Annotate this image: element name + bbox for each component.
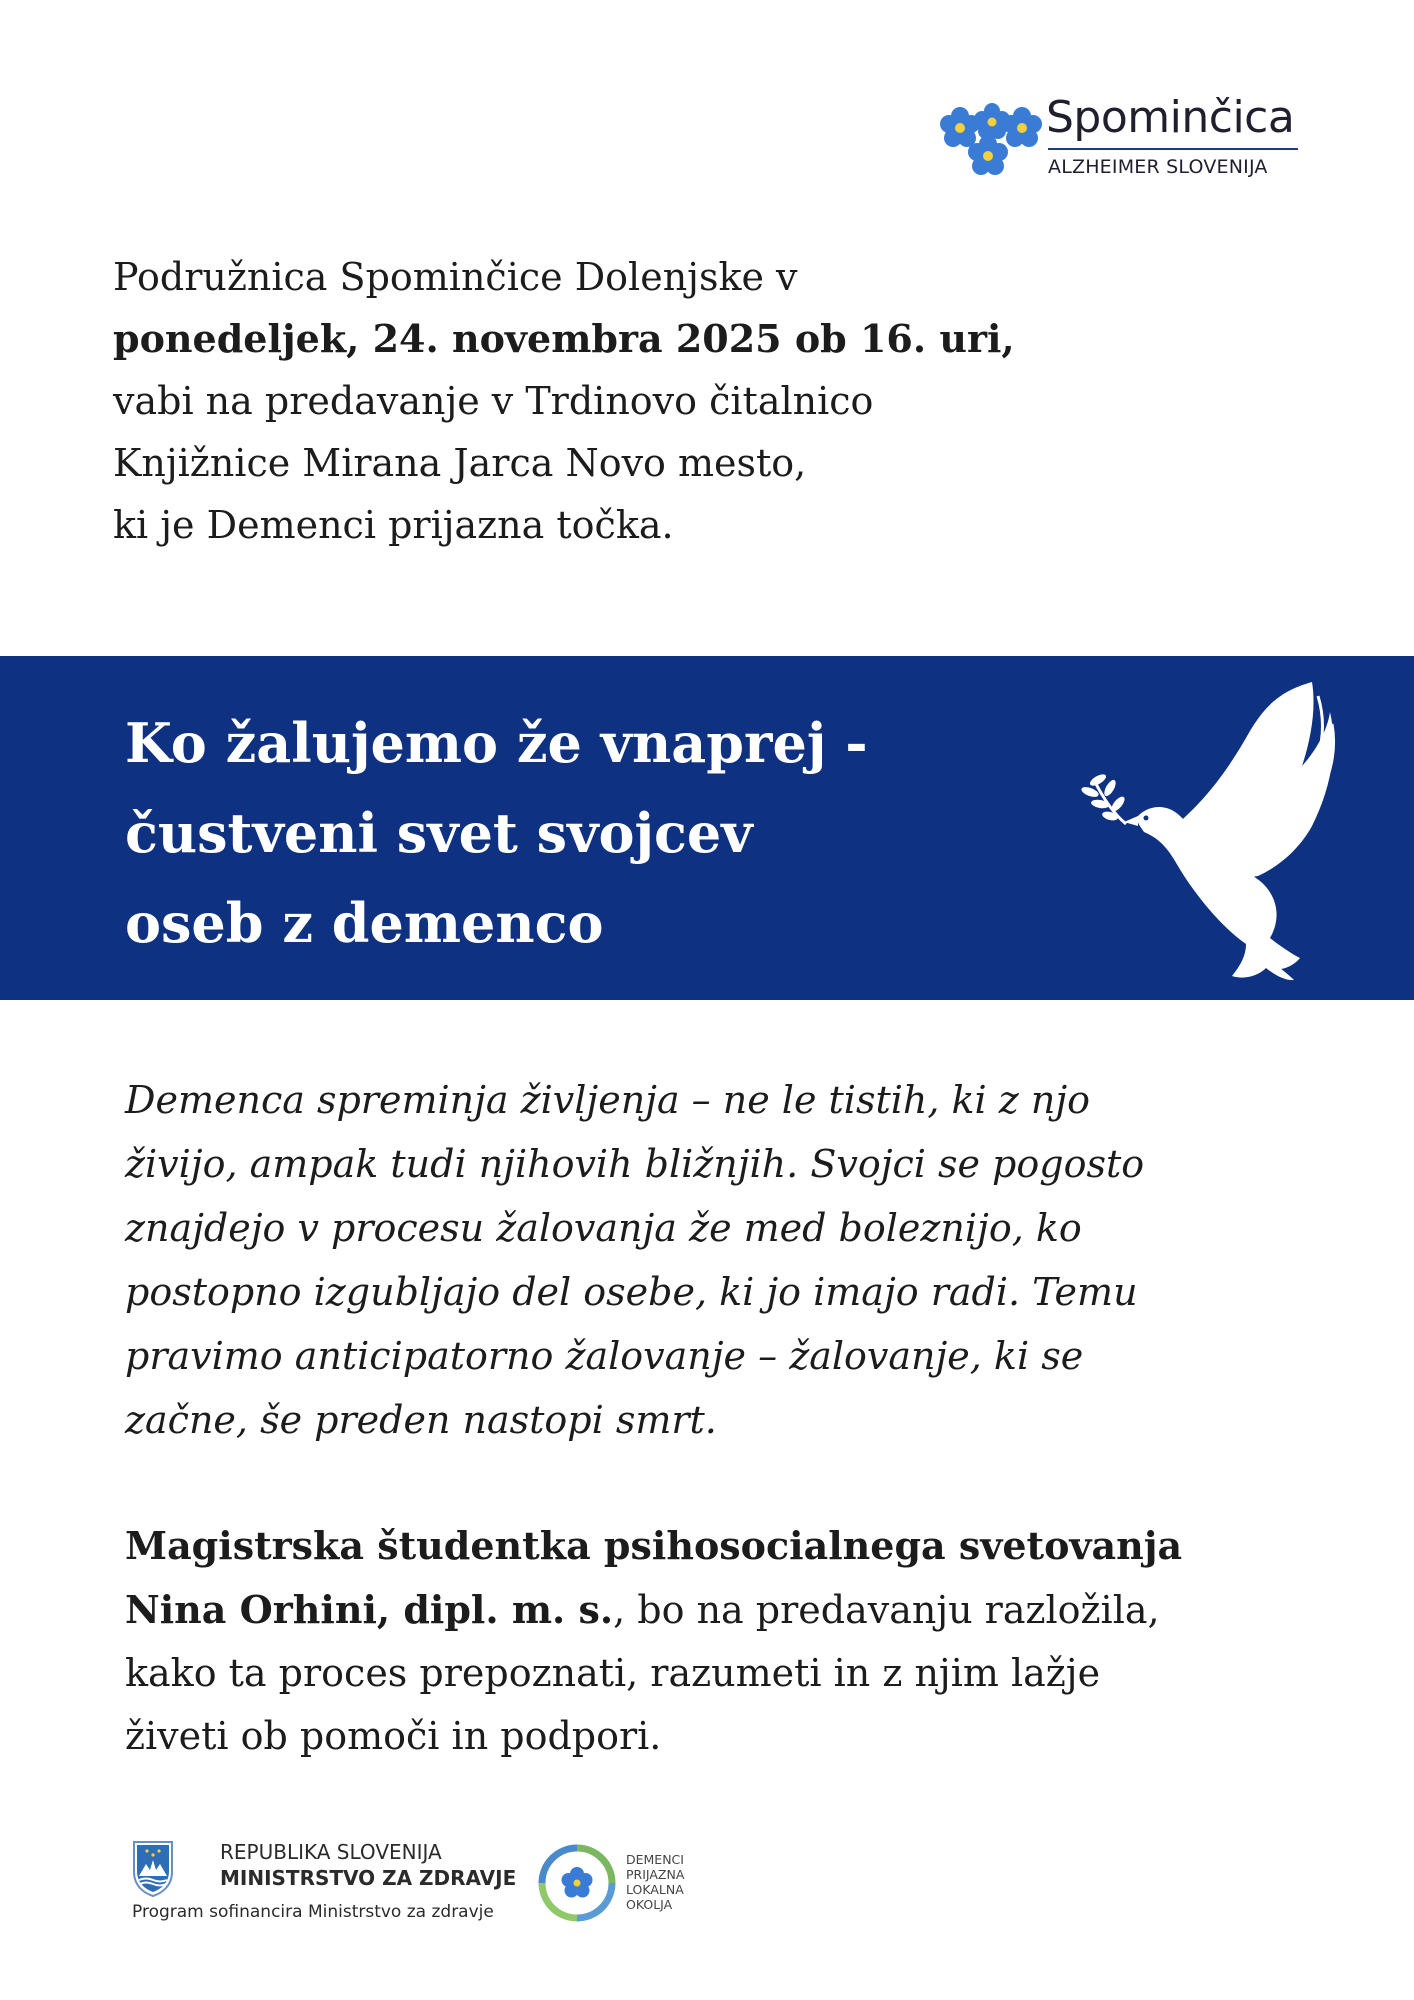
dpo-line: DEMENCI <box>626 1852 684 1867</box>
dpo-text <box>626 1852 684 1912</box>
description-line: začne, še preden nastopi smrt. <box>125 1398 717 1442</box>
description-line: Demenca spreminja življenja – ne le tistih, ki z njo <box>125 1078 1090 1122</box>
title-line: Ko žalujemo že vnaprej - <box>125 711 868 775</box>
title-line: čustveni svet svojcev <box>125 801 753 865</box>
dpo-line: OKOLJA <box>626 1897 673 1912</box>
intro-line: vabi na predavanje v Trdinovo čitalnico <box>113 379 874 423</box>
ministry-country: REPUBLIKA SLOVENIJA <box>220 1840 442 1864</box>
dpo-logo <box>536 1842 736 1932</box>
intro-line: Knjižnice Mirana Jarca Novo mesto, <box>113 441 807 485</box>
dove-with-olive-branch-icon <box>1080 676 1340 986</box>
intro-line: Podružnica Spominčice Dolenjske v <box>113 255 798 299</box>
spomincica-logo <box>934 88 1304 188</box>
intro-paragraph <box>113 246 1313 556</box>
speaker-title: Magistrska študentka psihosocialnega svetovanja <box>125 1523 1183 1568</box>
ministry-name: MINISTRSTVO ZA ZDRAVJE <box>220 1866 517 1890</box>
speaker-line: kako ta proces prepoznati, razumeti in z njim lažje <box>125 1651 1101 1695</box>
description-line: znajdejo v procesu žalovanja že med boleznijo, ko <box>125 1206 1082 1250</box>
speaker-name: Nina Orhini, dipl. m. s. <box>125 1587 614 1632</box>
event-date-time: ponedeljek, 24. novembra 2025 ob 16. uri, <box>113 316 1015 361</box>
ministry-funding-note: Program sofinancira Ministrstvo za zdravje <box>132 1902 494 1922</box>
description-line: postopno izgubljajo del osebe, ki jo imajo radi. Temu <box>125 1270 1138 1314</box>
lecture-title <box>125 698 868 968</box>
dpo-wreath-icon <box>536 1842 618 1924</box>
speaker-paragraph <box>125 1514 1305 1768</box>
logo-subtitle: ALZHEIMER SLOVENIJA <box>1048 156 1268 178</box>
title-line: oseb z demenco <box>125 891 604 955</box>
slovenia-coat-of-arms-icon <box>130 1838 176 1898</box>
logo-divider <box>1048 148 1298 150</box>
logo-brand-name: Spominčica <box>1046 92 1295 143</box>
forget-me-not-flowers-icon <box>934 92 1056 182</box>
intro-line: ki je Demenci prijazna točka. <box>113 503 674 547</box>
title-banner <box>0 656 1414 1000</box>
ministry-logo <box>130 1834 550 1934</box>
dpo-line: LOKALNA <box>626 1882 684 1897</box>
description-paragraph <box>125 1068 1305 1452</box>
description-line: živijo, ampak tudi njihovih bližnjih. Svojci se pogosto <box>125 1142 1145 1186</box>
speaker-line: živeti ob pomoči in podpori. <box>125 1714 662 1758</box>
speaker-line-rest: , bo na predavanju razložila, <box>613 1588 1160 1632</box>
dpo-line: PRIJAZNA <box>626 1867 685 1882</box>
description-line: pravimo anticipatorno žalovanje – žalovanje, ki se <box>125 1334 1084 1378</box>
